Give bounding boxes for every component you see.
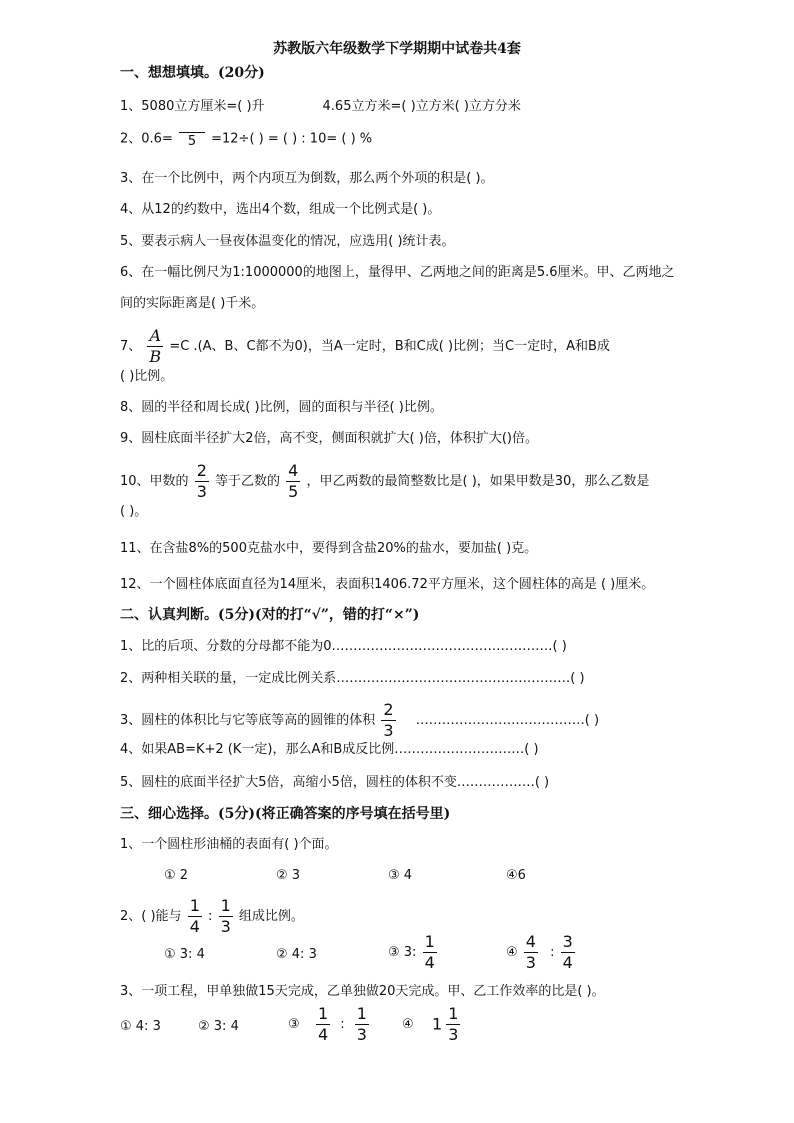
fraction-denominator: 3 — [196, 482, 207, 501]
mixed-number-whole: 1 — [431, 1014, 443, 1034]
question-text: 10、甲数的 — [120, 474, 189, 489]
question-1-1 — [120, 98, 521, 116]
question-text: 等于乙数的 — [215, 474, 281, 489]
judge-1: 1、比的后项、分数的分母都不能为0……………………………………………( ) — [120, 639, 567, 654]
fraction-numerator: 2 — [383, 700, 394, 719]
fraction-denominator: B — [149, 347, 162, 366]
choice-2-opt-4 — [506, 934, 577, 971]
choice-3: 3、一项工程，甲单独做15天完成，乙单独做20天完成。甲、乙工作效率的比是( )。 — [120, 984, 605, 999]
fraction-numerator: 1 — [317, 1004, 329, 1023]
fraction — [286, 463, 300, 500]
question-1-6a: 6、在一幅比例尺为1:1000000的地图上，量得甲、乙两地之间的距离是5.6厘米。甲、乙两地之 — [120, 265, 675, 280]
ratio-colon: : — [208, 909, 213, 924]
question-text: …………………………………( ) — [415, 713, 600, 728]
choice-1-opt-1: ① 2 — [164, 868, 189, 883]
fraction — [381, 702, 395, 739]
choice-2 — [120, 898, 304, 935]
fraction-numerator: 1 — [189, 896, 200, 915]
question-text: 3、圆柱的体积比与它等底等高的圆锥的体积 — [120, 713, 376, 728]
question-1-5: 5、要表示病人一昼夜体温变化的情况，应选用( )统计表。 — [120, 234, 455, 249]
judge-5: 5、圆柱的底面半径扩大5倍，高缩小5倍，圆柱的体积不变………………( ) — [120, 775, 550, 790]
choice-3-opt-1: ① 4: 3 — [120, 1019, 161, 1034]
judge-2: 2、两种相关联的量，一定成比例关系………………………………………………( ) — [120, 671, 585, 686]
question-text: 组成比例。 — [238, 909, 304, 924]
ratio-colon: : — [340, 1017, 345, 1032]
fraction — [316, 1006, 330, 1043]
question-text: 7、 — [120, 339, 142, 354]
choice-1-opt-3: ③ 4 — [388, 868, 413, 883]
fraction-denominator: 3 — [448, 1025, 459, 1044]
fraction-denominator: 4 — [317, 1025, 329, 1044]
question-1-2 — [120, 130, 372, 149]
fraction-denominator: 3 — [525, 953, 536, 972]
option-text: ④ — [402, 1017, 414, 1032]
fraction-denominator: 3 — [356, 1025, 367, 1044]
option-text: ③ 3: — [388, 945, 417, 960]
fraction — [423, 934, 437, 971]
fraction — [446, 1006, 460, 1043]
question-1-12: 12、一个圆柱体底面直径为14厘米，表面积1406.72平方厘米，这个圆柱体的高是 ( )厘米。 — [120, 577, 655, 592]
question-1-8: 8、圆的半径和周长成( )比例，圆的面积与半径( )比例。 — [120, 400, 443, 415]
fraction — [179, 130, 205, 148]
section-1-heading: 一、想想填填。(20分) — [120, 65, 265, 81]
choice-3-opt-2: ② 3: 4 — [198, 1019, 239, 1034]
option-text: ④ — [506, 945, 518, 960]
choice-1: 1、一个圆柱形油桶的表面有( )个面。 — [120, 837, 338, 852]
fraction-numerator: 3 — [562, 932, 573, 951]
question-text: =C .(A、B、C都不为0)，当A一定时，B和C成( )比例；当C一定时，A和B成 — [169, 339, 610, 354]
question-text: =12÷( ) = ( ) : 10= ( ) % — [211, 131, 373, 147]
choice-2-opt-1: ① 3: 4 — [164, 947, 205, 962]
fraction-numerator: 1 — [424, 932, 435, 951]
fraction — [188, 898, 202, 935]
judge-4: 4、如果AB=K+2 (K一定)，那么A和B成反比例…………………………( ) — [120, 742, 539, 757]
fraction-denominator: 5 — [288, 482, 299, 501]
fraction — [355, 1006, 369, 1043]
fraction — [219, 898, 233, 935]
fraction-numerator: A — [147, 328, 163, 347]
fraction-numerator: 4 — [525, 932, 536, 951]
fraction-numerator: 1 — [356, 1004, 367, 1023]
fraction-denominator: 5 — [187, 134, 197, 149]
choice-3-opt-3 — [288, 1006, 371, 1043]
question-1-4: 4、从12的约数中，选出4个数，组成一个比例式是( )。 — [120, 202, 441, 217]
question-1-7c: ( )比例。 — [120, 369, 174, 384]
question-1-11: 11、在含盐8%的500克盐水中，要得到含盐20%的盐水，要加盐( )克。 — [120, 541, 538, 556]
fraction-numerator: 2 — [196, 461, 207, 480]
question-text: 4.65立方米=( )立方米( )立方分米 — [322, 99, 521, 114]
fraction — [147, 328, 163, 365]
question-text: 2、0.6= — [120, 131, 173, 147]
fraction — [524, 934, 538, 971]
option-text: ③ — [288, 1017, 300, 1032]
choice-1-opt-2: ② 3 — [276, 868, 301, 883]
fraction-denominator: 3 — [220, 917, 231, 936]
fraction-denominator: 4 — [424, 953, 435, 972]
page-title: 苏教版六年级数学下学期期中试卷共4套 — [273, 41, 521, 57]
question-text: 2、( )能与 — [120, 909, 182, 924]
question-1-6b: 间的实际距离是( )千米。 — [120, 296, 265, 311]
choice-3-opt-4 — [402, 1006, 462, 1043]
question-1-7 — [120, 328, 610, 365]
judge-3 — [120, 702, 599, 739]
fraction-denominator: 4 — [562, 953, 573, 972]
fraction-numerator: 1 — [448, 1004, 459, 1023]
fraction-denominator: 4 — [189, 917, 200, 936]
fraction-denominator: 3 — [383, 721, 394, 740]
choice-2-opt-2: ② 4: 3 — [276, 947, 317, 962]
question-1-10d: ( )。 — [120, 504, 148, 519]
fraction-numerator: 1 — [220, 896, 231, 915]
section-2-heading: 二、认真判断。(5分)(对的打“√”，错的打“×”) — [120, 607, 420, 623]
fraction-numerator: 4 — [288, 461, 299, 480]
choice-1-opt-4: ④6 — [506, 868, 526, 883]
fraction — [561, 934, 575, 971]
question-1-10 — [120, 463, 649, 500]
section-3-heading: 三、细心选择。(5分)(将正确答案的序号填在括号里) — [120, 806, 451, 822]
ratio-colon: : — [550, 945, 555, 960]
question-text: ，甲乙两数的最简整数比是( )，如果甲数是30，那么乙数是 — [306, 474, 650, 489]
question-1-3: 3、在一个比例中，两个内项互为倒数，那么两个外项的积是( )。 — [120, 171, 494, 186]
question-text: 1、5080立方厘米=( )升 — [120, 99, 265, 114]
choice-2-opt-3 — [388, 934, 439, 971]
question-1-9: 9、圆柱底面半径扩大2倍，高不变，侧面积就扩大( )倍，体积扩大()倍。 — [120, 431, 538, 446]
fraction — [195, 463, 209, 500]
